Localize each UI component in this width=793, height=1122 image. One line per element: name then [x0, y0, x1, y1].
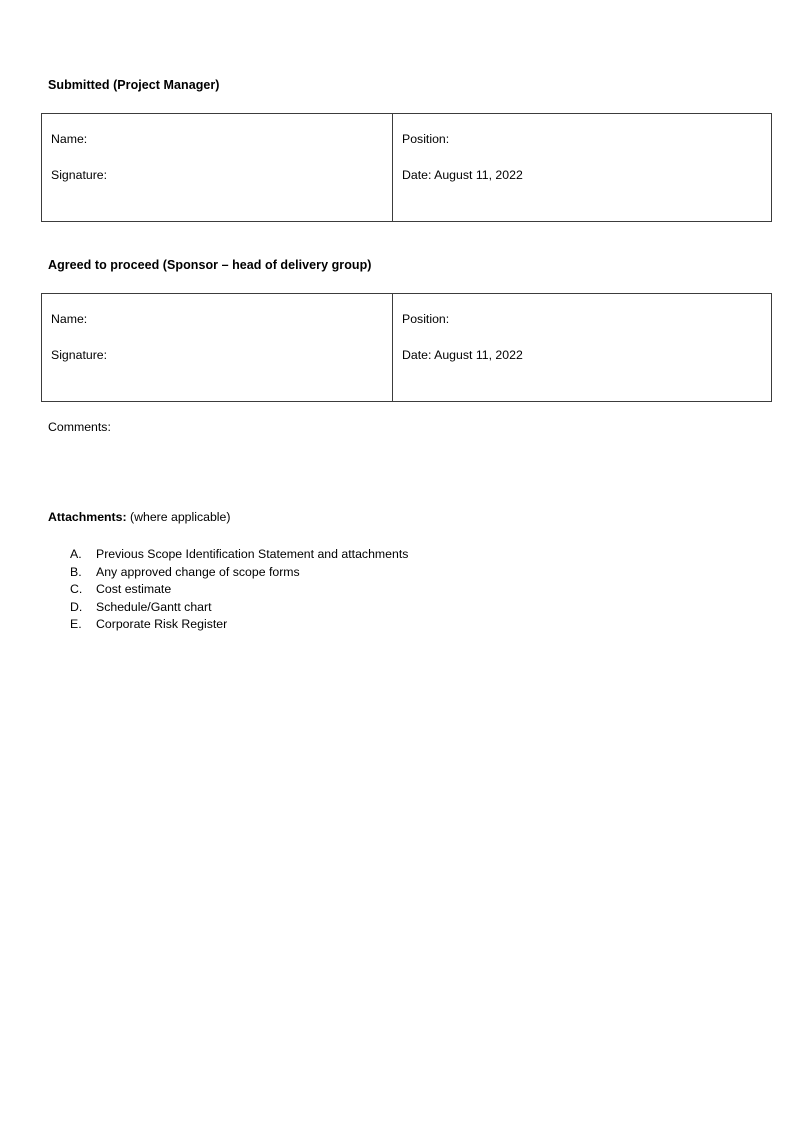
position-field-label: Position:: [402, 132, 450, 146]
table-row: [42, 114, 772, 222]
list-item-marker: B.: [70, 564, 82, 579]
position-field-label: Position:: [402, 312, 450, 326]
comments-label: Comments:: [48, 420, 111, 434]
signature-field-label: Signature:: [51, 168, 108, 182]
list-item-marker: C.: [70, 582, 83, 596]
list-item: [70, 599, 408, 617]
list-item-marker: E.: [70, 617, 82, 631]
list-item-label: Schedule/Gantt chart: [96, 599, 212, 614]
table-row: [42, 294, 772, 402]
name-field-label: Name:: [51, 312, 88, 326]
date-field-value: Date: August 11, 2022: [402, 348, 523, 362]
section-heading-submitted: Submitted (Project Manager): [48, 78, 220, 92]
cell-name-signature-agreed: [42, 294, 393, 402]
signature-field-label: Signature:: [51, 348, 108, 362]
list-item-label: Any approved change of scope forms: [96, 564, 300, 579]
list-item-marker: D.: [70, 599, 83, 614]
signature-table-agreed: [41, 293, 772, 402]
section-heading-agreed-to-proceed: Agreed to proceed (Sponsor – head of delivery group): [48, 258, 372, 272]
attachments-note: (where applicable): [130, 510, 231, 524]
list-item-label: Cost estimate: [96, 582, 172, 596]
date-field-value: Date: August 11, 2022: [402, 168, 523, 182]
cell-name-signature-submitted: [42, 114, 393, 222]
attachments-heading: [48, 510, 230, 524]
signature-table-submitted: [41, 113, 772, 222]
attachments-label: Attachments:: [48, 510, 127, 524]
list-item-label: Corporate Risk Register: [96, 617, 228, 631]
list-item-label: Previous Scope Identification Statement and attachments: [96, 547, 409, 561]
list-item: [70, 546, 408, 564]
cell-position-date-agreed: [393, 294, 772, 402]
list-item: [70, 581, 408, 599]
cell-position-date-submitted: [393, 114, 772, 222]
list-item: [70, 564, 408, 582]
list-item-marker: A.: [70, 547, 82, 561]
attachments-list: [70, 546, 408, 634]
list-item: [70, 616, 408, 634]
name-field-label: Name:: [51, 132, 88, 146]
